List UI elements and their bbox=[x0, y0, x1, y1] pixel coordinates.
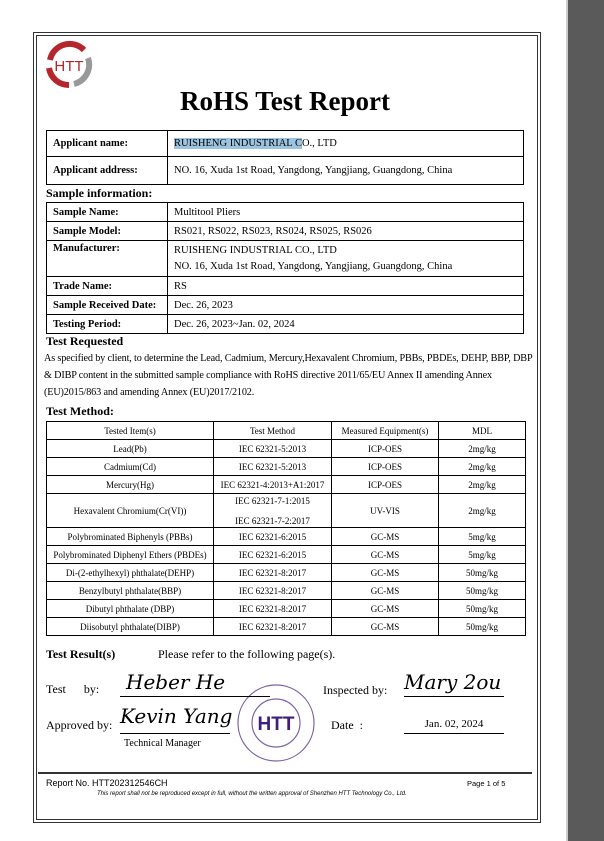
table-cell: 2mg/kg bbox=[439, 494, 526, 528]
table-cell: 2mg/kg bbox=[439, 440, 526, 458]
sample-table bbox=[46, 202, 524, 334]
date-value: Jan. 02, 2024 bbox=[424, 718, 484, 730]
table-cell: IEC 62321-5:2013 bbox=[214, 458, 332, 476]
value-rest: O., LTD bbox=[301, 138, 337, 149]
table-row bbox=[47, 600, 526, 618]
table-cell: ICP-OES bbox=[332, 458, 439, 476]
signature-line bbox=[404, 696, 504, 697]
table-cell: Diisobutyl phthalate(DIBP) bbox=[47, 618, 214, 636]
table-cell: IEC 62321-6:2015 bbox=[214, 528, 332, 546]
label: Sample Model: bbox=[47, 222, 168, 241]
signature-line bbox=[120, 696, 270, 697]
table-cell: IEC 62321-6:2015 bbox=[214, 546, 332, 564]
htt-logo bbox=[44, 40, 94, 90]
label: Sample Name: bbox=[47, 203, 168, 222]
table-cell: GC-MS bbox=[332, 546, 439, 564]
page-number: Page 1 of 5 bbox=[467, 779, 506, 788]
table-cell: Cadmium(Cd) bbox=[47, 458, 214, 476]
table-cell: Mercury(Hg) bbox=[47, 476, 214, 494]
label: Applicant address: bbox=[47, 157, 168, 185]
requested-text: As specified by client, to determine the Lead, Cadmium, Mercury,Hexavalent Chromium, PBBs, PBDEs, DEHP, BBP, DBP & DIBP content in the submitted sample compliance with RoHS directive 2011/65/EU Annex II amending Annex (EU)2015/863 and amending Annex (EU)2017/2102. bbox=[44, 353, 533, 398]
table-row bbox=[47, 582, 526, 600]
table-cell: GC-MS bbox=[332, 582, 439, 600]
table-row bbox=[47, 528, 526, 546]
label: Applicant name: bbox=[47, 131, 168, 157]
result-text: Please refer to the following page(s). bbox=[158, 647, 336, 661]
viewer-background bbox=[568, 0, 604, 841]
result-label: Test Result(s) bbox=[46, 647, 116, 661]
table-cell: 2mg/kg bbox=[439, 476, 526, 494]
svg-text:HTT: HTT bbox=[257, 714, 295, 735]
inspected-by-label: Inspected by: bbox=[323, 683, 388, 697]
table-cell: 5mg/kg bbox=[439, 546, 526, 564]
approved-by-label: Approved by: bbox=[46, 718, 113, 732]
value bbox=[168, 131, 524, 157]
date-label: Date : bbox=[331, 718, 363, 732]
column-header: Tested Item(s) bbox=[47, 422, 214, 440]
table-cell: 5mg/kg bbox=[439, 528, 526, 546]
table-cell: Di-(2-ethylhexyl) phthalate(DEHP) bbox=[47, 564, 214, 582]
footer-note: This report shall not be reproduced except in full, without the written approval of Shenzhen HTT Technology Co., Ltd. bbox=[97, 791, 407, 797]
signature: Mary 2ou bbox=[404, 670, 502, 694]
test-method-table bbox=[46, 421, 526, 636]
table-cell: IEC 62321-4:2013+A1:2017 bbox=[214, 476, 332, 494]
table-cell: IEC 62321-8:2017 bbox=[214, 564, 332, 582]
label: Trade Name: bbox=[47, 277, 168, 296]
table-row bbox=[47, 440, 526, 458]
signature-line bbox=[120, 733, 230, 734]
table-cell: UV-VIS bbox=[332, 494, 439, 528]
table-row bbox=[47, 546, 526, 564]
column-header: Test Method bbox=[214, 422, 332, 440]
table-row bbox=[47, 618, 526, 636]
signature: Heber He bbox=[126, 670, 226, 694]
table-cell: Polybrominated Diphenyl Ethers (PBDEs) bbox=[47, 546, 214, 564]
table-cell: ICP-OES bbox=[332, 440, 439, 458]
company-stamp bbox=[236, 683, 316, 763]
section-heading: Test Requested bbox=[46, 334, 124, 348]
label: Sample Received Date: bbox=[47, 296, 168, 315]
manufacturer-address: NO. 16, Xuda 1st Road, Yangdong, Yangjiang, Guangdong, China bbox=[174, 261, 453, 272]
manager-title: Technical Manager bbox=[124, 738, 201, 749]
table-cell: GC-MS bbox=[332, 618, 439, 636]
table-cell: GC-MS bbox=[332, 600, 439, 618]
report-number: Report No. HTT202312546CH bbox=[46, 778, 168, 788]
table-cell: Lead(Pb) bbox=[47, 440, 214, 458]
section-heading: Test Method: bbox=[46, 404, 114, 418]
table-cell: Hexavalent Chromium(Cr(VI)) bbox=[47, 494, 214, 528]
column-header: MDL bbox=[439, 422, 526, 440]
svg-text:HTT: HTT bbox=[54, 58, 84, 75]
table-row bbox=[47, 458, 526, 476]
value: Multitool Pliers bbox=[168, 203, 524, 222]
selected-text[interactable]: RUISHENG INDUSTRIAL C bbox=[174, 138, 302, 149]
table-cell: 50mg/kg bbox=[439, 564, 526, 582]
label: Testing Period: bbox=[47, 315, 168, 334]
signature: Kevin Yang bbox=[120, 704, 233, 728]
page-title: RoHS Test Report bbox=[179, 86, 390, 116]
table-cell: Dibutyl phthalate (DBP) bbox=[47, 600, 214, 618]
table-cell: ICP-OES bbox=[332, 476, 439, 494]
table-cell: IEC 62321-7-1:2015 IEC 62321-7-2:2017 bbox=[214, 494, 332, 528]
manufacturer-name: RUISHENG INDUSTRIAL CO., LTD bbox=[174, 245, 337, 256]
footer-rule bbox=[38, 772, 532, 774]
table-cell: GC-MS bbox=[332, 528, 439, 546]
value: Dec. 26, 2023~Jan. 02, 2024 bbox=[168, 315, 524, 334]
table-cell: IEC 62321-8:2017 bbox=[214, 582, 332, 600]
table-cell: 50mg/kg bbox=[439, 600, 526, 618]
date-line bbox=[404, 733, 504, 734]
value bbox=[168, 241, 524, 277]
label: Manufacturer: bbox=[47, 241, 168, 277]
table-row bbox=[47, 476, 526, 494]
value: Dec. 26, 2023 bbox=[168, 296, 524, 315]
table-row bbox=[47, 494, 526, 528]
table-cell: 2mg/kg bbox=[439, 458, 526, 476]
table-row bbox=[47, 564, 526, 582]
table-cell: Benzylbutyl phthalate(BBP) bbox=[47, 582, 214, 600]
table-cell: IEC 62321-5:2013 bbox=[214, 440, 332, 458]
table-cell: IEC 62321-8:2017 bbox=[214, 618, 332, 636]
value: RS021, RS022, RS023, RS024, RS025, RS026 bbox=[168, 222, 524, 241]
table-cell: GC-MS bbox=[332, 564, 439, 582]
applicant-table bbox=[46, 130, 524, 185]
table-cell: 50mg/kg bbox=[439, 618, 526, 636]
table-cell: Polybrominated Biphenyls (PBBs) bbox=[47, 528, 214, 546]
value: NO. 16, Xuda 1st Road, Yangdong, Yangjiang, Guangdong, China bbox=[168, 157, 524, 185]
value: RS bbox=[168, 277, 524, 296]
table-cell: 50mg/kg bbox=[439, 582, 526, 600]
section-heading: Sample information: bbox=[46, 186, 153, 200]
test-by-label: Test by: bbox=[46, 682, 100, 696]
column-header: Measured Equipment(s) bbox=[332, 422, 439, 440]
table-cell: IEC 62321-8:2017 bbox=[214, 600, 332, 618]
